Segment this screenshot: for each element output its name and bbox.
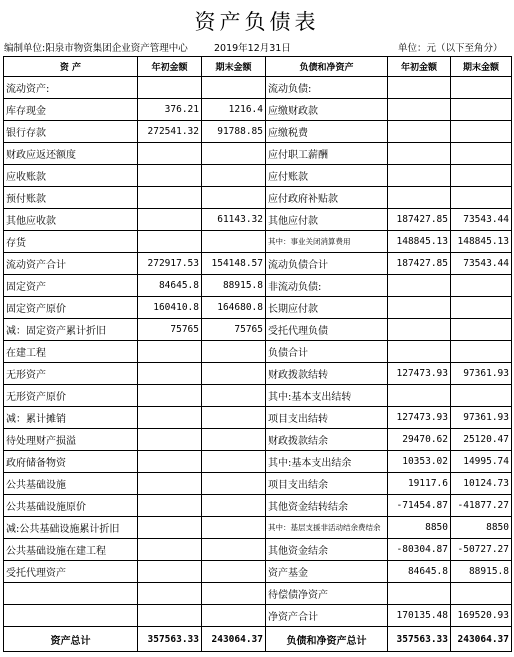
- liability-opening-value: 29470.62: [388, 429, 451, 451]
- liability-label: 应缴税费: [266, 121, 388, 143]
- asset-label: 存货: [4, 231, 138, 253]
- liability-opening-value: 10353.02: [388, 451, 451, 473]
- asset-closing-value: [202, 473, 266, 495]
- table-row: [4, 275, 512, 297]
- asset-closing-value: [202, 517, 266, 539]
- liability-opening-value: [388, 77, 451, 99]
- liability-label: 应付政府补贴款: [266, 187, 388, 209]
- liability-label: 财政拨款结余: [266, 429, 388, 451]
- asset-opening-value: [138, 165, 202, 187]
- table-row: [4, 583, 512, 605]
- asset-opening-value: [138, 605, 202, 627]
- asset-opening-value: 272917.53: [138, 253, 202, 275]
- liability-opening-value: [388, 583, 451, 605]
- asset-opening-value: [138, 363, 202, 385]
- asset-closing-value: [202, 495, 266, 517]
- liability-label: 其他资金结转结余: [266, 495, 388, 517]
- asset-opening-value: [138, 143, 202, 165]
- asset-opening-value: [138, 451, 202, 473]
- liability-opening-value: [388, 121, 451, 143]
- asset-closing-value: [202, 561, 266, 583]
- liability-opening-value: -71454.87: [388, 495, 451, 517]
- asset-closing-value: [202, 539, 266, 561]
- balance-sheet-table: [3, 56, 512, 652]
- asset-opening-value: 75765: [138, 319, 202, 341]
- liability-label: 资产基金: [266, 561, 388, 583]
- asset-label: 公共基础设施原价: [4, 495, 138, 517]
- asset-label: 无形资产原价: [4, 385, 138, 407]
- table-row: [4, 209, 512, 231]
- liability-label: 项目支出结余: [266, 473, 388, 495]
- liability-opening-value: [388, 341, 451, 363]
- asset-opening-value: [138, 561, 202, 583]
- liability-closing-value: 14995.74: [451, 451, 512, 473]
- table-row: [4, 297, 512, 319]
- liability-opening-value: 170135.48: [388, 605, 451, 627]
- liability-opening-value: [388, 143, 451, 165]
- asset-label: 银行存款: [4, 121, 138, 143]
- liability-total-opening: 357563.33: [388, 627, 451, 652]
- liability-label: 流动负债:: [266, 77, 388, 99]
- asset-opening-value: [138, 209, 202, 231]
- asset-opening-value: [138, 407, 202, 429]
- column-header: 年初金额: [388, 57, 451, 77]
- liability-label: 应付账款: [266, 165, 388, 187]
- asset-label: 减:公共基础设施累计折旧: [4, 517, 138, 539]
- table-row: [4, 143, 512, 165]
- liability-opening-value: 19117.6: [388, 473, 451, 495]
- asset-closing-value: [202, 143, 266, 165]
- liability-closing-value: 73543.44: [451, 253, 512, 275]
- table-row: [4, 605, 512, 627]
- asset-closing-value: [202, 341, 266, 363]
- column-header: 期末金额: [202, 57, 266, 77]
- page-title: 资产负债表: [194, 10, 320, 34]
- asset-closing-value: [202, 451, 266, 473]
- asset-label: 流动资产:: [4, 77, 138, 99]
- liability-opening-value: 127473.93: [388, 363, 451, 385]
- asset-closing-value: [202, 385, 266, 407]
- liability-label: 项目支出结转: [266, 407, 388, 429]
- asset-label: 无形资产: [4, 363, 138, 385]
- asset-opening-value: [138, 495, 202, 517]
- liability-opening-value: 84645.8: [388, 561, 451, 583]
- liability-opening-value: [388, 385, 451, 407]
- liability-closing-value: 148845.13: [451, 231, 512, 253]
- asset-opening-value: 84645.8: [138, 275, 202, 297]
- liability-closing-value: 8850: [451, 517, 512, 539]
- asset-label: 库存现金: [4, 99, 138, 121]
- asset-label: 财政应返还额度: [4, 143, 138, 165]
- liability-label: 流动负债合计: [266, 253, 388, 275]
- liability-closing-value: 25120.47: [451, 429, 512, 451]
- preparing-unit: 编制单位:阳泉市物资集团企业资产管理中心: [4, 43, 188, 54]
- liability-closing-value: 10124.73: [451, 473, 512, 495]
- liability-closing-value: [451, 77, 512, 99]
- asset-label: 在建工程: [4, 341, 138, 363]
- liability-label: 其他应付款: [266, 209, 388, 231]
- table-row: [4, 451, 512, 473]
- table-row: [4, 407, 512, 429]
- asset-closing-value: 1216.4: [202, 99, 266, 121]
- liability-closing-value: [451, 341, 512, 363]
- asset-closing-value: 88915.8: [202, 275, 266, 297]
- asset-closing-value: [202, 583, 266, 605]
- liability-opening-value: [388, 319, 451, 341]
- asset-label: 应收账款: [4, 165, 138, 187]
- table-row: [4, 99, 512, 121]
- asset-opening-value: [138, 77, 202, 99]
- liability-label: 受托代理负债: [266, 319, 388, 341]
- asset-closing-value: 75765: [202, 319, 266, 341]
- asset-label: 政府储备物资: [4, 451, 138, 473]
- asset-closing-value: 91788.85: [202, 121, 266, 143]
- asset-total-closing: 243064.37: [202, 627, 266, 652]
- column-header: 年初金额: [138, 57, 202, 77]
- asset-label: 其他应收款: [4, 209, 138, 231]
- table-row: [4, 121, 512, 143]
- liability-closing-value: [451, 275, 512, 297]
- asset-total-label: 资产总计: [4, 627, 138, 652]
- liability-label: 净资产合计: [266, 605, 388, 627]
- liability-opening-value: 187427.85: [388, 209, 451, 231]
- table-row: [4, 165, 512, 187]
- liability-closing-value: [451, 143, 512, 165]
- table-row: [4, 231, 512, 253]
- liability-label: 待偿债净资产: [266, 583, 388, 605]
- asset-closing-value: [202, 231, 266, 253]
- liability-opening-value: 187427.85: [388, 253, 451, 275]
- asset-label: 减：累计摊销: [4, 407, 138, 429]
- asset-opening-value: [138, 517, 202, 539]
- column-header: 负债和净资产: [266, 57, 388, 77]
- liability-closing-value: 73543.44: [451, 209, 512, 231]
- asset-opening-value: [138, 429, 202, 451]
- liability-label: 非流动负债:: [266, 275, 388, 297]
- liability-label: 财政拨款结转: [266, 363, 388, 385]
- table-row: [4, 473, 512, 495]
- liability-closing-value: [451, 385, 512, 407]
- asset-label: 公共基础设施: [4, 473, 138, 495]
- liability-total-closing: 243064.37: [451, 627, 512, 652]
- asset-opening-value: [138, 385, 202, 407]
- table-row: [4, 187, 512, 209]
- asset-closing-value: [202, 429, 266, 451]
- asset-closing-value: 154148.57: [202, 253, 266, 275]
- asset-closing-value: [202, 77, 266, 99]
- table-row: [4, 77, 512, 99]
- liability-opening-value: 148845.13: [388, 231, 451, 253]
- asset-closing-value: [202, 165, 266, 187]
- liability-closing-value: [451, 297, 512, 319]
- liability-opening-value: [388, 275, 451, 297]
- asset-opening-value: 376.21: [138, 99, 202, 121]
- table-row: [4, 253, 512, 275]
- liability-closing-value: [451, 187, 512, 209]
- liability-closing-value: 97361.93: [451, 407, 512, 429]
- asset-total-opening: 357563.33: [138, 627, 202, 652]
- liability-opening-value: -80304.87: [388, 539, 451, 561]
- table-row: [4, 517, 512, 539]
- liability-label: 其他资金结余: [266, 539, 388, 561]
- liability-opening-value: 127473.93: [388, 407, 451, 429]
- liability-label: 长期应付款: [266, 297, 388, 319]
- liability-closing-value: -50727.27: [451, 539, 512, 561]
- table-row: [4, 539, 512, 561]
- asset-closing-value: [202, 407, 266, 429]
- column-header: 期末金额: [451, 57, 512, 77]
- asset-label: 待处理财产损溢: [4, 429, 138, 451]
- asset-label: 固定资产: [4, 275, 138, 297]
- table-row: [4, 341, 512, 363]
- asset-opening-value: 160410.8: [138, 297, 202, 319]
- liability-label: 应缴财政款: [266, 99, 388, 121]
- liability-closing-value: 169520.93: [451, 605, 512, 627]
- asset-closing-value: [202, 605, 266, 627]
- liability-closing-value: [451, 165, 512, 187]
- table-row: [4, 561, 512, 583]
- total-row: [4, 627, 512, 652]
- asset-opening-value: [138, 539, 202, 561]
- liability-closing-value: -41877.27: [451, 495, 512, 517]
- asset-opening-value: [138, 231, 202, 253]
- table-row: [4, 319, 512, 341]
- asset-label: 固定资产原价: [4, 297, 138, 319]
- column-header: 资 产: [4, 57, 138, 77]
- liability-opening-value: [388, 99, 451, 121]
- report-date: 2019年12月31日: [214, 43, 291, 54]
- liability-label: 应付职工薪酬: [266, 143, 388, 165]
- liability-closing-value: 97361.93: [451, 363, 512, 385]
- table-row: [4, 429, 512, 451]
- liability-closing-value: [451, 319, 512, 341]
- asset-closing-value: [202, 363, 266, 385]
- table-row: [4, 495, 512, 517]
- asset-closing-value: 164680.8: [202, 297, 266, 319]
- asset-closing-value: [202, 187, 266, 209]
- asset-opening-value: [138, 583, 202, 605]
- liability-closing-value: [451, 583, 512, 605]
- asset-opening-value: [138, 341, 202, 363]
- asset-label: 受托代理资产: [4, 561, 138, 583]
- asset-label: [4, 605, 138, 627]
- liability-opening-value: 8850: [388, 517, 451, 539]
- liability-label: 其中：事业关闭消算费用: [266, 231, 388, 253]
- liability-closing-value: [451, 121, 512, 143]
- liability-closing-value: [451, 99, 512, 121]
- liability-label: 其中:基本支出结转: [266, 385, 388, 407]
- liability-label: 其中：基层支援非活动结余费结余: [266, 517, 388, 539]
- table-row: [4, 363, 512, 385]
- asset-label: [4, 583, 138, 605]
- asset-opening-value: 272541.32: [138, 121, 202, 143]
- liability-label: 负债合计: [266, 341, 388, 363]
- table-row: [4, 385, 512, 407]
- liability-total-label: 负债和净资产总计: [266, 627, 388, 652]
- liability-label: 其中:基本支出结余: [266, 451, 388, 473]
- table-header-row: [4, 57, 512, 77]
- asset-opening-value: [138, 187, 202, 209]
- asset-opening-value: [138, 473, 202, 495]
- asset-label: 减：固定资产累计折旧: [4, 319, 138, 341]
- asset-label: 流动资产合计: [4, 253, 138, 275]
- asset-closing-value: 61143.32: [202, 209, 266, 231]
- asset-label: 预付账款: [4, 187, 138, 209]
- liability-opening-value: [388, 187, 451, 209]
- asset-label: 公共基础设施在建工程: [4, 539, 138, 561]
- liability-opening-value: [388, 165, 451, 187]
- currency-unit: 单位：元（以下至角分）: [398, 43, 503, 54]
- liability-closing-value: 88915.8: [451, 561, 512, 583]
- liability-opening-value: [388, 297, 451, 319]
